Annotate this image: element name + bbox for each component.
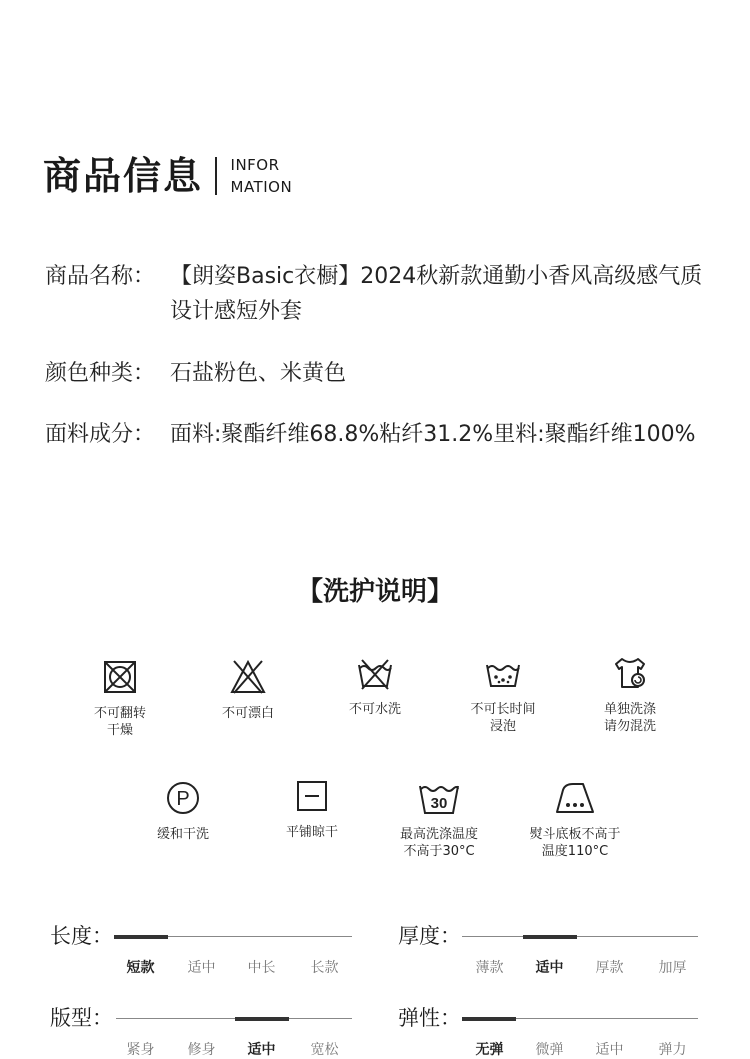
scale-option: 长款	[310, 960, 339, 976]
scale-length	[50, 923, 360, 983]
scale-option: 适中	[535, 960, 564, 976]
care-item	[123, 778, 243, 843]
max-wash-temp-icon	[417, 778, 461, 818]
care-label: 不可水洗	[348, 702, 401, 717]
wash-separately-icon	[610, 653, 650, 693]
scale-indicator	[235, 1017, 289, 1021]
care-item	[570, 653, 690, 735]
scale-label: 弹性：	[398, 1006, 461, 1030]
wash-temp-glyph: 30	[430, 795, 448, 812]
no-water-wash-icon	[355, 653, 395, 693]
care-item	[252, 776, 372, 841]
care-item	[60, 657, 180, 739]
scale-elasticity	[398, 1005, 708, 1059]
scale-option: 加厚	[658, 960, 687, 976]
scale-option: 修身	[187, 1042, 216, 1058]
scale-option: 适中	[187, 960, 216, 976]
scale-track	[116, 1018, 352, 1019]
no-tumble-dry-icon	[100, 657, 140, 697]
scale-option: 短款	[126, 960, 155, 976]
scale-indicator	[114, 935, 168, 939]
dry-clean-glyph: P	[176, 788, 190, 810]
title-english	[231, 154, 293, 198]
care-label: 不可长时间 浸泡	[470, 702, 536, 734]
title-english-line-1: INFOR	[230, 156, 280, 174]
care-item	[515, 778, 635, 860]
info-label: 商品名称：	[45, 264, 156, 289]
scale-label: 版型：	[50, 1006, 113, 1030]
care-label: 单独洗涤 请勿混洗	[603, 702, 656, 734]
care-item	[379, 778, 499, 860]
care-item	[188, 657, 308, 722]
title-english-line-2: MATION	[230, 178, 293, 196]
scale-fit	[50, 1005, 360, 1059]
scale-indicator	[462, 1017, 516, 1021]
scale-option: 中长	[247, 960, 276, 976]
no-bleach-icon	[228, 657, 268, 697]
scale-option: 薄款	[475, 960, 504, 976]
info-value: 【朗姿Basic衣橱】2024秋新款通勤小香风高级感气质设计感短外套	[170, 264, 703, 324]
flat-dry-icon	[292, 776, 332, 816]
title-divider	[215, 157, 217, 195]
care-label: 不可翻转 干燥	[93, 706, 146, 738]
care-item	[315, 653, 435, 718]
info-row-name	[45, 259, 705, 329]
scale-option: 适中	[247, 1042, 276, 1058]
no-long-soak-icon	[483, 653, 523, 693]
care-label: 熨斗底板不高于 温度110°C	[529, 827, 621, 859]
care-label: 平铺晾干	[285, 825, 338, 840]
scale-option: 适中	[595, 1042, 624, 1058]
info-label: 颜色种类：	[45, 361, 156, 386]
page-title: 商品信息	[43, 154, 204, 198]
section-header	[43, 154, 292, 198]
scale-indicator	[523, 935, 577, 939]
scale-track	[462, 936, 698, 937]
info-label: 面料成分：	[45, 422, 156, 447]
scale-thickness	[398, 923, 708, 983]
scale-option: 微弹	[535, 1042, 564, 1058]
care-label: 不可漂白	[221, 706, 274, 721]
scale-option: 宽松	[310, 1042, 339, 1058]
info-row-fabric	[45, 417, 705, 452]
care-label: 缓和干洗	[156, 827, 209, 842]
info-value: 石盐粉色、米黄色	[170, 361, 347, 386]
info-value: 面料:聚酯纤维68.8%粘纤31.2%里料:聚酯纤维100%	[170, 422, 696, 447]
care-item	[443, 653, 563, 735]
scale-option: 厚款	[595, 960, 624, 976]
scale-option: 紧身	[126, 1042, 155, 1058]
scale-option: 无弹	[475, 1042, 504, 1058]
scale-label: 厚度：	[398, 924, 461, 948]
info-row-color	[45, 356, 705, 391]
care-label: 最高洗涤温度 不高于30°C	[399, 827, 478, 859]
care-title: 【洗护说明】	[296, 577, 453, 607]
iron-temp-icon	[553, 778, 597, 818]
scale-option: 弹力	[658, 1042, 687, 1058]
scale-label: 长度：	[50, 924, 113, 948]
mild-dry-clean-icon	[163, 778, 203, 818]
